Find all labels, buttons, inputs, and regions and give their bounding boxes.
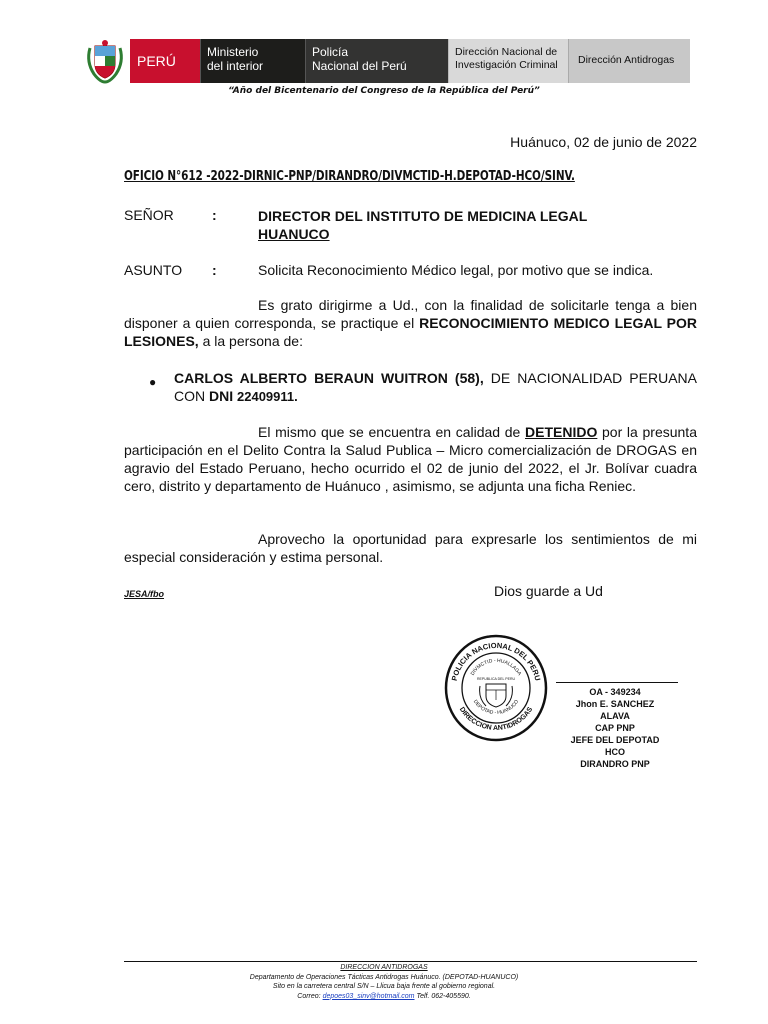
document-date: Huánuco, 02 de junio de 2022 — [510, 134, 697, 150]
ministerio-label — [200, 39, 305, 83]
signature-unit: DIRANDRO PNP — [580, 759, 650, 769]
signature-rank: CAP PNP — [595, 723, 635, 733]
svg-text:REPUBLICA DEL PERU: REPUBLICA DEL PERU — [477, 677, 515, 681]
paragraph-closing — [124, 530, 697, 566]
footer-line1: DIRECCION ANTIDROGAS — [340, 964, 428, 971]
para2-text-a: El mismo que se encuentra en calidad de — [258, 424, 525, 440]
year-motto: “Año del Bicentenario del Congreso de la República del Perú” — [228, 86, 540, 96]
asunto-value: Solicita Reconocimiento Médico legal, por motivo que se indica. — [258, 262, 654, 278]
dni-number: 22409911. — [237, 389, 298, 404]
dirincri-line1: Dirección Nacional de — [455, 46, 558, 58]
para1-text-a: Es grato dirigirme a Ud., con la finalidad de solicitarle tenga a bien disponer a quien corresponda, se practique el — [124, 297, 697, 331]
asunto-label: ASUNTO — [124, 262, 183, 278]
policia-line2: Nacional del Perú — [312, 59, 407, 73]
svg-text:DIVMCTID - HUALLAGA: DIVMCTID - HUALLAGA — [469, 657, 523, 677]
senor-line1: DIRECTOR DEL INSTITUTO DE MEDICINA LEGAL — [258, 208, 588, 224]
footer — [0, 963, 768, 1001]
senor-value — [258, 207, 638, 243]
peru-label: PERÚ — [130, 39, 200, 83]
footer-divider — [124, 961, 697, 962]
svg-text:POLICIA NACIONAL DEL PERU: POLICIA NACIONAL DEL PERU — [449, 640, 543, 682]
para1-bold: RECONOCIMIENTO MEDICO LEGAL POR LESIONES, — [124, 315, 697, 349]
para2-text-b: por la presunta participación en el Delito Contra la Salud Publica – Micro comercialización de DROGAS en agravio del Estado Peruano, hecho ocurrido el 02 de junio del 2022, el Jr. Bolívar cuadra cero, distrito y departamento de Huánuco , asimismo, se adjunta una ficha Reniec. — [124, 424, 697, 494]
para1-text-b: a la persona de: — [198, 333, 303, 349]
footer-line2: Departamento de Operaciones Tácticas Antidrogas Huánuco. (DEPOTAD-HUANUCO) — [249, 973, 519, 981]
footer-line3: Sito en la carretera central S/N – Llicua baja frente al gobierno regional. — [272, 983, 496, 990]
para3-text: Aprovecho la oportunidad para expresarle los sentimientos de mi especial consideración y estima personal. — [124, 531, 697, 565]
closing-greeting: Dios guarde a Ud — [494, 583, 603, 599]
ministerio-line1: Ministerio — [207, 45, 259, 59]
dirincri-line2: Investigación Criminal — [455, 59, 558, 71]
coat-of-arms-icon — [84, 38, 126, 89]
signature-line — [556, 682, 678, 683]
initials: JESA/fbo — [124, 589, 165, 599]
signature-position: JEFE DEL DEPOTAD HCO — [570, 735, 660, 757]
policia-line1: Policía — [312, 45, 349, 59]
senor-label: SEÑOR — [124, 207, 174, 223]
svg-text:DEPOTAD - HUANUCO: DEPOTAD - HUANUCO — [471, 698, 521, 717]
asunto-colon: : — [212, 262, 217, 278]
svg-text:DIRECCION ANTIDROGAS: DIRECCION ANTIDROGAS — [457, 706, 535, 733]
paragraph-detention — [124, 423, 697, 495]
signature-block — [560, 686, 670, 770]
header-banner — [130, 39, 690, 83]
dni-label: DNI — [209, 388, 234, 404]
signature-name: Jhon E. SANCHEZ ALAVA — [575, 699, 655, 721]
person-name: CARLOS ALBERTO BERAUN WUITRON (58), — [174, 370, 484, 386]
person-nationality: DE NACIONALIDAD PERUANA CON — [174, 370, 697, 404]
para2-bold: DETENIDO — [525, 424, 598, 440]
policia-label — [305, 39, 448, 83]
senor-line2: HUANUCO — [258, 226, 330, 242]
direccion-antidrogas-label: Dirección Antidrogas — [568, 39, 690, 83]
footer-phone: Telf. 062-405590. — [414, 992, 471, 1000]
ministerio-line2: del interior — [207, 59, 264, 73]
footer-email-link[interactable]: depoes03_sinv@hotmail.com — [322, 992, 415, 1000]
detained-person — [174, 369, 697, 406]
bullet-icon: ● — [149, 375, 157, 389]
dirincri-label — [448, 39, 568, 83]
paragraph-request — [124, 296, 697, 350]
footer-email-prefix: Correo: — [297, 992, 323, 1000]
senor-colon: : — [212, 207, 217, 223]
police-seal-stamp — [442, 630, 550, 747]
oficio-number: OFICIO N°612 -2022-DIRNIC-PNP/DIRANDRO/DIVMCTID-H.DEPOTAD-HCO/SINV. — [124, 168, 575, 184]
signature-cip: OA - 349234 — [589, 687, 641, 697]
